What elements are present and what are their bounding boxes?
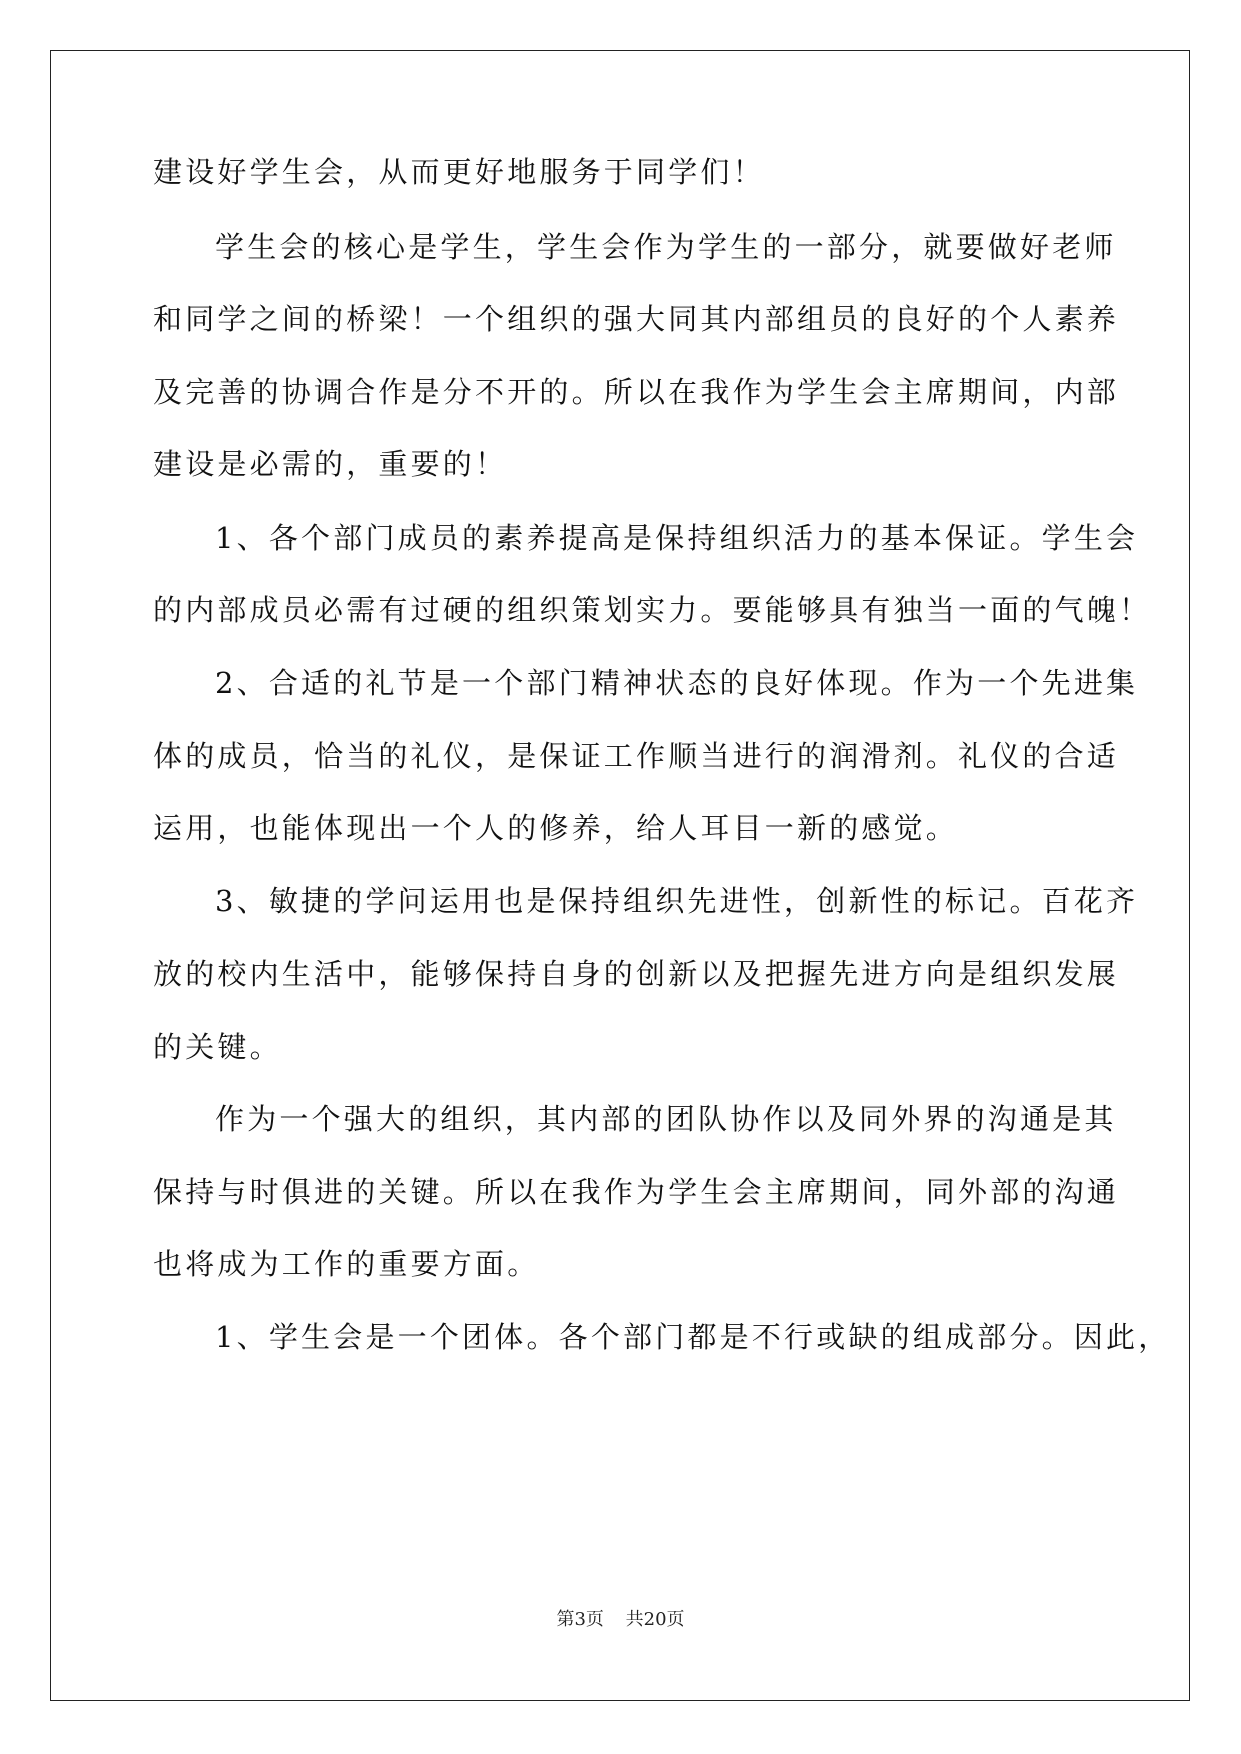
paragraph-first-line: 1、各个部门成员的素养提高是保持组织活力的基本保证。学生会 (215, 521, 1139, 555)
text-line: 的内部成员必需有过硬的组织策划实力。要能够具有独当一面的气魄！ (153, 593, 1152, 627)
paragraph-first-line: 2、合适的礼节是一个部门精神状态的良好体现。作为一个先进集 (215, 666, 1139, 700)
paragraph-first-line: 作为一个强大的组织，其内部的团队协作以及同外界的沟通是其 (215, 1102, 1117, 1136)
page-footer (0, 1605, 1241, 1631)
paragraph-first-line: 3、敏捷的学问运用也是保持组织先进性，创新性的标记。百花齐 (215, 884, 1139, 918)
text-line: 建设好学生会，从而更好地服务于同学们！ (153, 155, 765, 189)
paragraph-first-line: 1、学生会是一个团体。各个部门都是不行或缺的组成部分。因此， (215, 1320, 1171, 1354)
text-line: 体的成员，恰当的礼仪，是保证工作顺当进行的润滑剂。礼仪的合适 (153, 739, 1120, 773)
text-line: 放的校内生活中，能够保持自身的创新以及把握先进方向是组织发展 (153, 957, 1120, 991)
text-line: 和同学之间的桥梁！一个组织的强大同其内部组员的良好的个人素养 (153, 302, 1120, 336)
page-number: 第3页 (556, 1609, 604, 1630)
text-line: 建设是必需的，重要的！ (153, 447, 508, 481)
text-line: 的关键。 (153, 1030, 282, 1064)
total-pages: 共20页 (625, 1609, 685, 1630)
paragraph-first-line: 学生会的核心是学生，学生会作为学生的一部分，就要做好老师 (215, 230, 1117, 264)
text-line: 也将成为工作的重要方面。 (153, 1247, 540, 1281)
text-line: 运用，也能体现出一个人的修养，给人耳目一新的感觉。 (153, 811, 959, 845)
text-line: 保持与时俱进的关键。所以在我作为学生会主席期间，同外部的沟通 (153, 1175, 1120, 1209)
text-line: 及完善的协调合作是分不开的。所以在我作为学生会主席期间，内部 (153, 375, 1120, 409)
page-border (50, 50, 1190, 1701)
